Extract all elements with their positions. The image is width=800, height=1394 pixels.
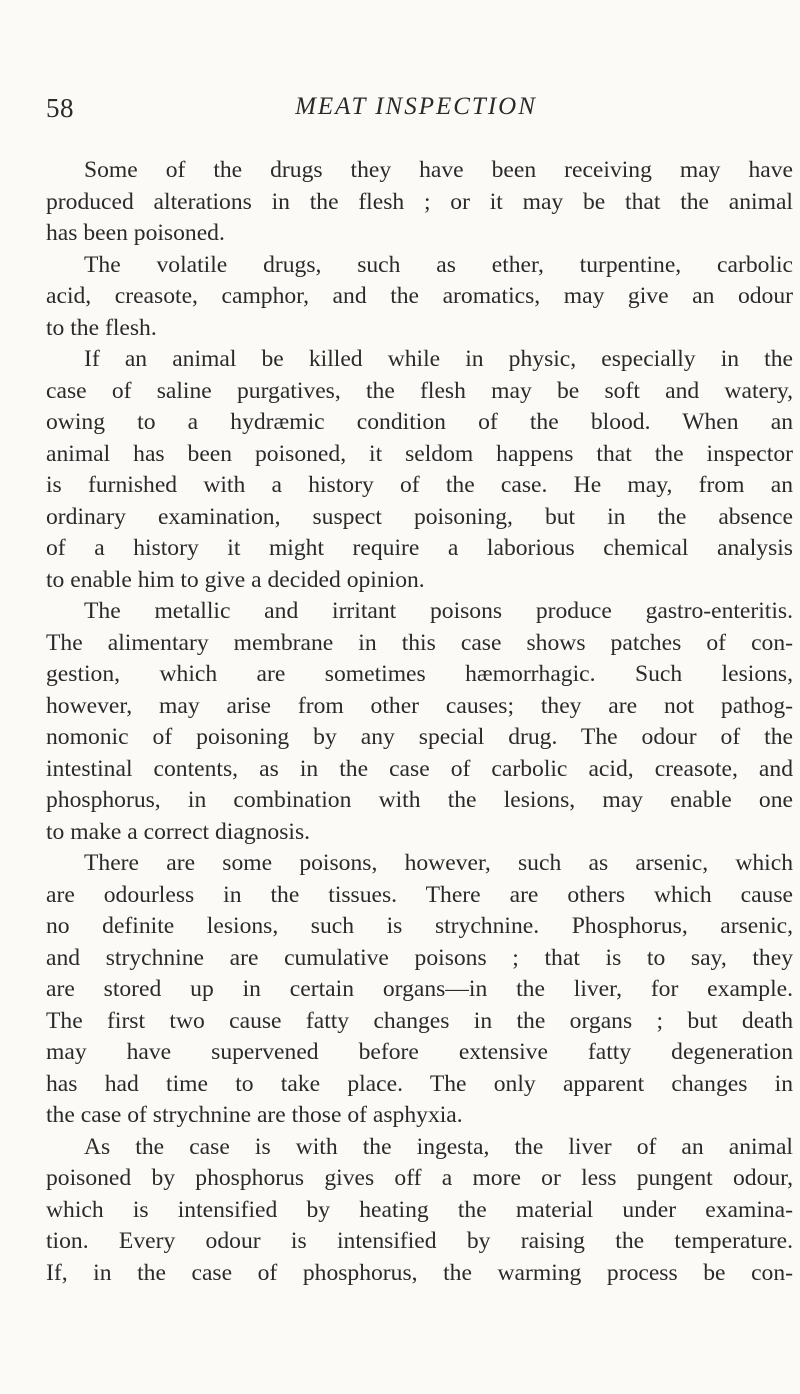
text-line: no definite lesions, such is strychnine. Phosphorus, arsenic, bbox=[46, 913, 793, 939]
body-text bbox=[46, 155, 793, 1289]
text-line: acid, creasote, camphor, and the aromatics, may give an odour bbox=[46, 283, 793, 309]
text-line: The first two cause fatty changes in the organs ; but death bbox=[46, 1007, 793, 1034]
text-line: to the flesh. bbox=[46, 314, 157, 341]
text-line: to enable him to give a decided opinion. bbox=[46, 566, 425, 593]
text-line: tion. Every odour is intensified by raising the temperature. bbox=[46, 1228, 793, 1254]
text-line: of a history it might require a laborious chemical analysis bbox=[46, 535, 793, 561]
text-line: are odourless in the tissues. There are others which cause bbox=[46, 881, 793, 908]
text-line: Some of the drugs they have been receiving may have bbox=[84, 157, 793, 183]
text-line: animal has been poisoned, it seldom happens that the inspector bbox=[46, 440, 793, 467]
text-line: has been poisoned. bbox=[46, 220, 225, 246]
text-line: are stored up in certain organs—in the liver, for example. bbox=[46, 976, 793, 1002]
text-line: produced alterations in the flesh ; or it may be that the animal bbox=[46, 188, 793, 215]
text-line: The metallic and irritant poisons produce gastro-enteritis. bbox=[84, 598, 793, 624]
text-line: and strychnine are cumulative poisons ; that is to say, they bbox=[46, 944, 793, 971]
text-line: case of saline purgatives, the flesh may be soft and watery, bbox=[46, 377, 793, 404]
text-line: If, in the case of phosphorus, the warming process be con- bbox=[46, 1259, 793, 1286]
text-line: however, may arise from other causes; they are not pathog- bbox=[46, 692, 793, 719]
text-line: nomonic of poisoning by any special drug. The odour of the bbox=[46, 724, 793, 750]
text-line: which is intensified by heating the material under examina- bbox=[46, 1196, 793, 1223]
text-line: to make a correct diagnosis. bbox=[46, 818, 311, 845]
text-line: intestinal contents, as in the case of carbolic acid, creasote, and bbox=[46, 755, 793, 782]
text-line: may have supervened before extensive fatty degeneration bbox=[46, 1039, 793, 1065]
text-line: has had time to take place. The only apparent changes in bbox=[46, 1070, 793, 1097]
page-number: 58 bbox=[46, 93, 74, 123]
text-line: If an animal be killed while in physic, especially in the bbox=[84, 346, 793, 372]
running-title: MEAT INSPECTION bbox=[295, 93, 537, 120]
text-line: ordinary examination, suspect poisoning, but in the absence bbox=[46, 503, 793, 530]
text-line: As the case is with the ingesta, the liver of an animal bbox=[84, 1133, 793, 1160]
text-line: poisoned by phosphorus gives off a more or less pungent odour, bbox=[46, 1165, 793, 1191]
text-line: The alimentary membrane in this case shows patches of con- bbox=[46, 629, 793, 656]
text-line: is furnished with a history of the case. He may, from an bbox=[46, 472, 793, 498]
text-line: The volatile drugs, such as ether, turpentine, carbolic bbox=[84, 251, 793, 278]
page-header bbox=[46, 93, 786, 133]
text-line: the case of strychnine are those of asphyxia. bbox=[46, 1102, 463, 1128]
text-line: gestion, which are sometimes hæmorrhagic. Such lesions, bbox=[46, 661, 793, 687]
text-line: phosphorus, in combination with the lesions, may enable one bbox=[46, 787, 793, 813]
text-line: There are some poisons, however, such as arsenic, which bbox=[84, 850, 793, 876]
text-line: owing to a hydræmic condition of the blood. When an bbox=[46, 409, 793, 435]
